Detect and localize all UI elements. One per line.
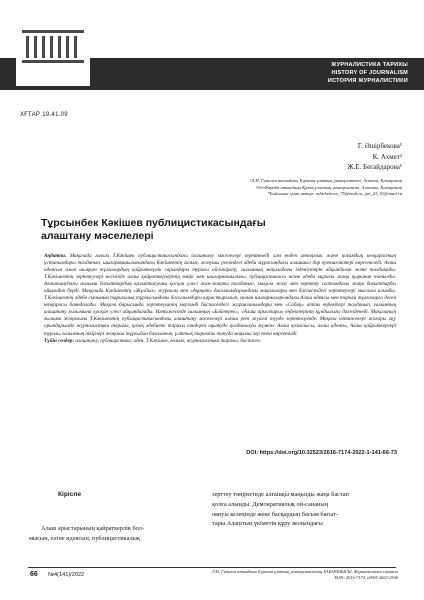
abstract-text: тарихы, қазақ әдебиеті тарихы пәндерін оқытуда қолданылуы мүмкін. bbox=[111, 323, 278, 330]
abstract-text: Мақала барысында зерттеушінің мерзімді баспасөздегі жарияланымдары мен «Сабақ» атты bbox=[99, 302, 323, 309]
section-line-en: HISTORY OF JOURNALISM bbox=[331, 70, 408, 76]
doi-link[interactable]: DOI: https://doi.org/10.32523/2616-7174-2022-1-141-66-73 bbox=[246, 450, 397, 456]
abstract bbox=[44, 253, 396, 345]
journal-footer bbox=[212, 569, 398, 581]
university-logo bbox=[14, 22, 92, 88]
abstract-text: Мақаланың ғылыми жаңалығы Т.Кәкішевтің публицистикасындағы алаштану мәселелері алғаш bbox=[44, 309, 396, 323]
abstract-text: салтындағы жаңа бағыттарды айқындап берді. Мақалада Кәкішевтің «Жұлдыз» журналы мен bbox=[44, 281, 396, 295]
abstract-text: Алаш қозғалысы, алаш идеясы, Алаш қайраткерлері туралы ғалымның пікірлері жаңаша bbox=[44, 323, 396, 337]
abstract-text: рет жүйелі түрде зерттелуінде. Мақала нәтижелері жоғары оқу орындарында журналистика bbox=[44, 316, 396, 330]
body-line: зерттеу төңірегінде алғашқы маңызды жаңа бастап bbox=[212, 491, 349, 498]
body-column-left bbox=[29, 524, 201, 544]
section-heading-introduction: Кіріспе bbox=[58, 491, 82, 498]
keywords: алаштану, публицистика, идея, Т.Кәкішев, ғалым, журналистика тарихы, баспасөз. bbox=[75, 337, 262, 344]
author: К. Ахмет² bbox=[372, 152, 402, 161]
author-list bbox=[347, 141, 402, 173]
author: Г. Әшірбекова¹ bbox=[357, 142, 402, 150]
abstract-text: Мақалада ғалым Т.Кәкішев публицистикасындағы алаштану мәселелері bbox=[69, 253, 245, 259]
body-line: тары Алаштың үкіметін құру жолындағы bbox=[212, 520, 323, 528]
abstract-text: сарындары туралы ой-пікірлер, ғалымның мақаладағы ізденістерін айқындаған және талданады. bbox=[164, 267, 396, 274]
abstract-label: Аңдатпа. bbox=[44, 253, 67, 259]
body-line: қолға алынды. Демократиялық ой-сананың bbox=[212, 500, 328, 508]
abstract-text: Т.Кәкішевтің зерттеулері негізінде алаш қайраткерлерінің өмірі мен шығармашылығы, bbox=[44, 274, 250, 281]
keywords-label: Түйін сөздер: bbox=[44, 337, 75, 344]
abstract-text: еңбектері талданып, ғалымның алаштану ғылымына қосқан үлесі айқындалады. Нәтижесінде bbox=[44, 302, 396, 316]
footer-divider bbox=[28, 567, 396, 568]
section-heading bbox=[328, 61, 408, 85]
abstract-text: шығармаларындағы Алаш идеясы мен тарихи тұлғаларға деген көзқарасы баяндалады. bbox=[44, 295, 396, 309]
affiliations bbox=[250, 178, 402, 198]
affiliation: ²Әл-Фараби атындағы Қазақ ұлттық университеті, Алматы, Қазақстан bbox=[256, 184, 402, 190]
abstract-text: ғалымның «Бәйтерек», «Алаш арыстары» еңбектерінің құндылығы дәлелденеді. bbox=[187, 309, 371, 316]
classification-code: ХҒТАР 19.41.09 bbox=[20, 112, 68, 118]
abstract-text: дар ерекшеліктері көрсетіледі. Алаш идеясын алып шыққан тұлғалардың қайраткерлік bbox=[44, 260, 396, 274]
body-line: Алаш арыстарының қайраткерлік бол- bbox=[41, 525, 144, 532]
abstract-text: зерттеледі хәм өндеп авторлық және қоғамдық көзқарастың ұстанымдары талданып, bbox=[44, 253, 396, 267]
abstract-text: бағыттардың қалыптасуына қосқан үлесі жан-жақты талданып, мақала жазу мен зерттеу bbox=[99, 281, 322, 288]
journal-issn: ISSN: 2616-7174, eISSN 2663-2500 bbox=[334, 575, 398, 580]
article-title: Тұрсынбек Кәкішев публицистикасындағы алаштану мәселелері bbox=[41, 217, 266, 242]
corresponding-email[interactable]: *Байланыс үшін автор: ashirbekova_75@mail.ru, jan_23_03@mail.ru bbox=[267, 191, 402, 197]
author: Ж.Е. Бегайдарова¹ bbox=[347, 163, 402, 171]
issue-number: №4(141)/2022 bbox=[48, 572, 85, 578]
affiliation: ¹Л.Н. Гумилев атындағы Еуразия ұлттық университеті, Астана, Қазақстан bbox=[249, 178, 402, 183]
abstract-text: публицистикасы және әдеби мұрасы жаңа қырынан танылды. Алаштанудағы ғылыми bbox=[44, 274, 396, 288]
body-line: мысын, еліне идеясын, публицистикалық bbox=[29, 534, 140, 542]
page-number: 66 bbox=[30, 571, 38, 578]
body-line: оянуы кезеңінде жеке басқардың басым бағыт- bbox=[212, 510, 339, 518]
abstract-text: «Ақиқат» басылымдарындағы мақалалары мен баспасөздегі зерттеулері мысалға алынды. bbox=[190, 288, 397, 295]
abstract-text: тұрғыдан бағаланып, ұлттық тарихты тануда маңызы зор екені көрсетілді. bbox=[125, 330, 298, 337]
body-column-right bbox=[212, 490, 398, 529]
section-line-ru: ИСТОРИЯ ЖУРНАЛИСТИКИ bbox=[327, 78, 408, 84]
abstract-text: Т.Кәкішевтің әдеби сынының тарихилық тұрғысындағы басылымдары қарастырылып, ғалым bbox=[44, 295, 255, 302]
abstract-text: шығармашылығындағы Кәкішевтің ғалым, жазушы ретіндегі әдеби мұрасындағы алашшыл bbox=[102, 260, 313, 267]
journal-name: Л.Н. Гумилев атындағы Еуразия ұлттық университетінің ХАБАРШЫСЫ. Журналистика сериясы bbox=[211, 569, 398, 574]
section-line-kz: ЖУРНАЛИСТИКА ТАРИХЫ bbox=[331, 62, 408, 68]
